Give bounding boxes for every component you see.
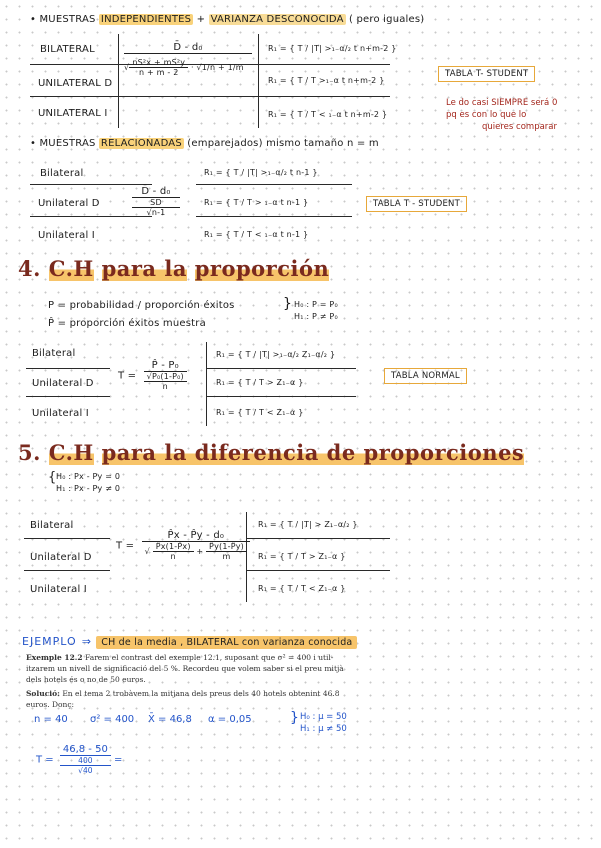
s2-hline-right-1 <box>196 184 352 185</box>
s4-brace: { <box>48 470 57 485</box>
s1-vline-1 <box>118 34 119 128</box>
s3-def-phat: P̂ = proporción éxitos muestra <box>48 318 206 329</box>
s3-region-bilateral: R₁ = { T / |T| >₁₋α/₂ Z₁₋α/₂ } <box>216 350 336 359</box>
s4-hline-left-1 <box>24 538 110 539</box>
s2-heading <box>30 138 379 149</box>
ex-var-sigma: σ² = 400 <box>90 714 135 725</box>
s3-row-bilateral: Bilateral <box>32 348 76 359</box>
s3-region-unilateral-i: R₁ = { T / T < Z₁₋α } <box>216 408 304 417</box>
ex-text-bold: Exemple 12.2 <box>26 653 83 662</box>
s1-tail: ( pero iguales) <box>349 14 425 25</box>
s4-stat-den-x: $\frac{P̂x(1-P̂x)}{n}$ <box>153 542 194 561</box>
ex-h1: H₁ : μ ≠ 50 <box>300 724 347 734</box>
ex-statistic <box>36 744 122 775</box>
s1-row-bilateral: BILATERAL <box>40 44 95 55</box>
s1-vline-2 <box>258 34 259 128</box>
s2-hline-right-2 <box>196 216 352 217</box>
s3-title-proporcion: proporción <box>194 256 330 281</box>
s3-hline-right-1 <box>206 368 356 369</box>
s3-title <box>18 256 329 281</box>
s1-highlight-varianza: VARIANZA DESCONOCIDA <box>210 14 344 25</box>
s1-highlight-independientes: INDEPENDIENTES <box>100 14 192 25</box>
s4-title <box>18 440 524 465</box>
s3-table-box: TABLA NORMAL <box>384 368 467 384</box>
ex-t-eq: = <box>114 754 123 766</box>
s3-def-p: P = probabilidad / proporción éxitos <box>48 300 235 311</box>
s4-region-bilateral: R₁ = { T / |T| > Z₁₋α/₂ } <box>258 520 358 529</box>
s2-bullet: • MUESTRAS <box>30 138 96 149</box>
ex-var-alpha: α = 0,05 <box>208 714 252 725</box>
ex-text-line5: euros. Donç: <box>26 700 75 709</box>
s4-region-unilateral-i: R₁ = { T / T < Z₁₋α } <box>258 584 346 593</box>
s2-region-unilateral-d: R₁ = { T / T > ₁₋α t n-1 } <box>204 198 309 207</box>
s4-stat-frac <box>142 530 250 561</box>
ex-heading <box>22 630 357 649</box>
ex-h0: H₀ : μ = 50 <box>300 712 347 722</box>
ex-var-xbar: X̄ = 46,8 <box>148 714 192 725</box>
s3-stat-lhs: T = <box>118 370 137 382</box>
s1-heading <box>30 14 424 25</box>
ex-text-line3: dels hotels és o no de 50 euros. <box>26 675 146 684</box>
s3-hline-left-2 <box>26 396 110 397</box>
s1-stat-num: D̄ - d₀ <box>124 42 252 54</box>
s1-bullet: • MUESTRAS <box>30 14 96 25</box>
s3-statistic <box>118 360 187 391</box>
s1-note-line3: quieres comparar <box>482 122 557 132</box>
s2-row-bilateral: Bilateral <box>40 168 84 179</box>
s3-hline-right-2 <box>206 396 356 397</box>
s1-stat-den-frac: $\frac{\text{nS²x + mS²y}}{n + m - 2}$ <box>129 58 188 77</box>
s3-brace: } <box>283 296 293 312</box>
ex-arrow: ⇒ <box>81 635 92 648</box>
s1-hline-2 <box>30 96 390 97</box>
s3-vline <box>206 342 207 426</box>
s3-h0: H₀ : P = P₀ <box>294 300 338 309</box>
s1-row-unilateral-d: UNILATERAL D <box>38 78 113 89</box>
s4-row-bilateral: Bilateral <box>30 520 74 531</box>
s2-table-box: TABLA T - STUDENT <box>366 196 467 212</box>
ex-t-frac <box>60 744 111 775</box>
s4-row-unilateral-i: Unilateral I <box>30 584 87 595</box>
s2-stat-den-a: SD <box>132 198 180 208</box>
s2-row-unilateral-d: Unilateral D <box>38 198 100 209</box>
s1-statistic <box>124 42 252 77</box>
s4-title-num: 5. <box>18 440 41 465</box>
s3-title-ch: C.H <box>48 256 94 281</box>
s1-stat-den: √ $\frac{\text{nS²x + mS²y}}{n + m - 2}$ · √1/n + 1/m <box>124 58 244 77</box>
ex-brace: } <box>290 710 299 726</box>
s3-stat-frac <box>144 360 187 391</box>
s2-stat-den-b: √n-1 <box>146 208 166 217</box>
s4-title-ch: C.H <box>48 440 94 465</box>
s3-h1: H₁ : P ≠ P₀ <box>294 312 338 321</box>
s4-hline-right-1 <box>246 538 390 539</box>
s4-stat-den-y: $\frac{P̂y(1-P̂y)}{m}$ <box>206 542 247 561</box>
s3-row-unilateral-i: Unilateral I <box>32 408 89 419</box>
s4-stat-den: √ $\frac{P̂x(1-P̂x)}{n}$ + $\frac{P̂y(1-P̂y)}{m}$ <box>142 542 250 561</box>
s2-region-unilateral-i: R₁ = { T / T < ₁₋α t n-1 } <box>204 230 309 239</box>
s1-region-bilateral: R₁ = { T / |T| >₁₋α/₂ t n+m-2 } <box>268 44 397 53</box>
s2-row-unilateral-i: Unilateral I <box>38 230 95 241</box>
ex-text-line1-body: Farem el contrast del exemple 12.1, suposant que σ² = 400 i util- <box>85 653 334 662</box>
s4-stat-lhs: T = <box>116 540 135 552</box>
s2-highlight-relacionadas: RELACIONADAS <box>100 138 182 149</box>
ex-t-den-b: √40 <box>78 766 93 775</box>
s1-region-unilateral-d: R₁ = { T / T >₁₋α t n+m-2 } <box>268 76 385 85</box>
s3-title-num: 4. <box>18 256 41 281</box>
s1-table-box: TABLA T- STUDENT <box>438 66 535 82</box>
s4-stat-num: P̂x - P̂y - d₀ <box>142 530 250 542</box>
s3-stat-den-b: n <box>162 382 168 391</box>
s4-statistic <box>116 530 250 561</box>
s4-h0: H₀ : Px - Py = 0 <box>56 472 121 481</box>
s1-note-line2: pq es con lo que lo <box>446 110 527 120</box>
s2-region-bilateral: R₁ = { T / |T| >₁₋α/₂ t n-1 } <box>204 168 318 177</box>
s1-stat-den-c: 1/n + 1/m <box>201 63 244 72</box>
s2-statistic <box>132 186 180 217</box>
s1-note-line1: Le do casi SIEMPRE será 0 <box>446 98 558 108</box>
s2-stat-num: D̄ - d₀ <box>132 186 180 198</box>
s4-hline-left-2 <box>24 570 110 571</box>
s3-region-unilateral-d: R₁ = { T / T > Z₁₋α } <box>216 378 304 387</box>
s1-region-unilateral-i: R₁ = { T / T < ₁₋α t n+m-2 } <box>268 110 388 119</box>
ex-solucio-bold: Solució: <box>26 689 60 698</box>
s1-row-unilateral-i: UNILATERAL I <box>38 108 108 119</box>
ex-text-line2: itzarem un nivell de significació del 5 %. Recordeu que volem saber si el preu mitjà <box>26 664 344 673</box>
s1-plus: + <box>196 14 206 25</box>
s4-region-unilateral-d: R₁ = { T / T > Z₁₋α } <box>258 552 346 561</box>
s3-stat-num: P̂ - P₀ <box>144 360 187 372</box>
s4-title-rest: para la diferencia de proporciones <box>101 440 525 465</box>
ex-label: EJEMPLO <box>22 635 77 648</box>
s2-tail: (emparejados) mismo tamaño n = m <box>187 138 379 149</box>
ex-t-lhs: T = <box>36 754 54 766</box>
s3-title-para: para la <box>101 256 187 281</box>
s4-h1: H₁ : Px - Py ≠ 0 <box>56 484 121 493</box>
s3-hline-left-1 <box>26 368 110 369</box>
ex-description: CH de la media , BILATERAL con varianza conocida <box>96 636 357 649</box>
ex-text-line1 <box>26 653 333 662</box>
s3-row-unilateral-d: Unilateral D <box>32 378 94 389</box>
ex-text-line4-body: En el tema 2 trobàvem la mitjana dels preus dels 40 hotels obtenint 46.8 <box>62 689 340 698</box>
ex-var-n: n = 40 <box>34 714 68 725</box>
s4-row-unilateral-d: Unilateral D <box>30 552 92 563</box>
s4-hline-right-2 <box>246 570 390 571</box>
ex-t-den-a: 400 <box>60 756 111 766</box>
ex-t-num: 46,8 - 50 <box>60 744 111 756</box>
ex-text-line4 <box>26 689 340 698</box>
s3-stat-den-a: √P₀(1-P₀) <box>144 372 187 382</box>
